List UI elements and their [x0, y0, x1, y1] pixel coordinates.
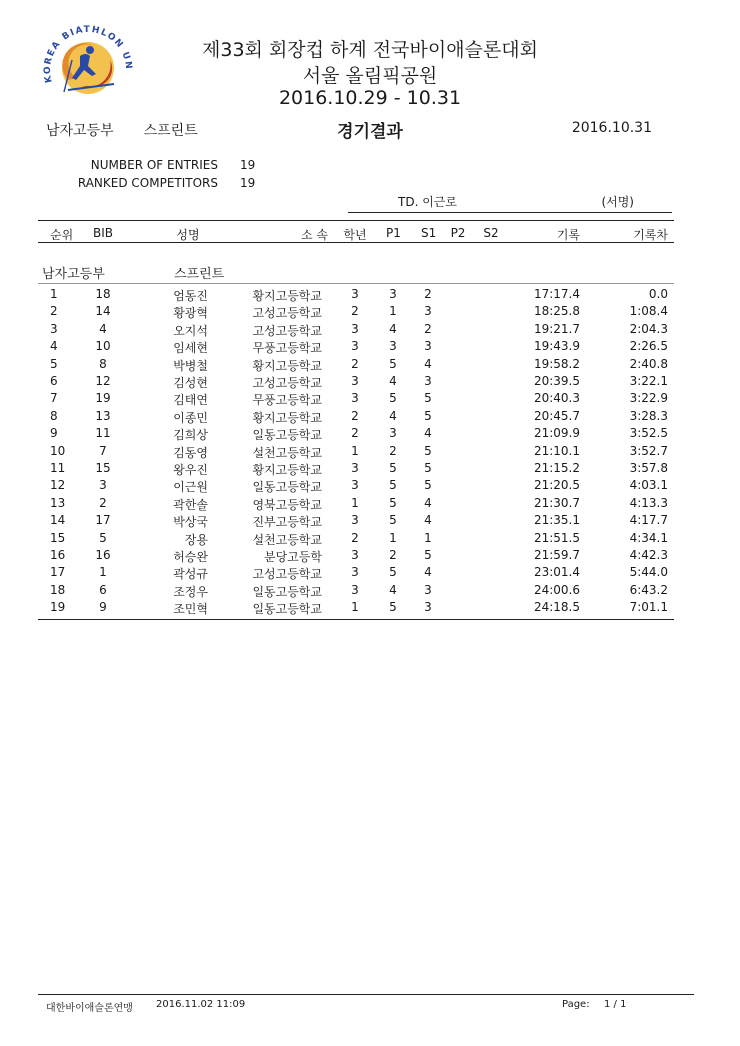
row-diff: 4:17.7 — [629, 513, 668, 528]
row-name: 박상국 — [173, 515, 208, 530]
row-team: 분당고등학 — [264, 550, 322, 564]
row-p1: 5 — [389, 356, 397, 371]
row-bib: 10 — [95, 339, 111, 354]
row-name: 곽성규 — [173, 567, 208, 582]
row-rank: 11 — [50, 461, 66, 475]
section-rule — [38, 283, 674, 284]
row-diff: 4:03.1 — [629, 478, 668, 493]
row-bib: 12 — [95, 374, 111, 388]
row-name: 허승완 — [173, 550, 208, 564]
row-diff: 6:43.2 — [629, 582, 668, 597]
col-grade: 학년 — [343, 228, 367, 242]
row-s1: 3 — [424, 374, 432, 388]
row-grade: 2 — [351, 408, 359, 423]
row-rank: 4 — [50, 339, 58, 354]
table-row — [38, 304, 674, 321]
row-name: 박병철 — [173, 358, 208, 373]
row-s1: 5 — [424, 478, 432, 493]
table-row — [38, 374, 674, 391]
row-time: 21:59.7 — [533, 548, 580, 562]
table-row — [38, 339, 674, 356]
table-row — [38, 600, 674, 617]
technical-delegate: TD. 이근로 — [398, 195, 457, 209]
row-name: 곽한솔 — [173, 497, 208, 512]
row-bib: 17 — [95, 513, 111, 528]
col-diff: 기록차 — [633, 228, 668, 242]
header-top-rule — [38, 220, 674, 221]
row-team: 고성고등학교 — [252, 376, 322, 390]
row-p1: 2 — [389, 443, 397, 458]
header-bottom-rule — [38, 242, 674, 243]
row-grade: 3 — [351, 287, 359, 301]
row-name: 오지석 — [173, 323, 208, 338]
row-bib: 9 — [99, 600, 107, 615]
row-rank: 2 — [50, 304, 58, 319]
row-p1: 4 — [389, 582, 397, 597]
section-event: 스프린트 — [174, 267, 225, 282]
row-bib: 1 — [99, 565, 107, 580]
table-row — [38, 391, 674, 408]
col-team: 소 속 — [301, 228, 328, 242]
row-grade: 2 — [351, 304, 359, 319]
signature-label: (서명) — [601, 195, 634, 209]
row-team: 고성고등학교 — [252, 306, 322, 321]
row-p1: 2 — [389, 548, 397, 562]
row-s1: 5 — [424, 461, 432, 475]
row-bib: 4 — [99, 321, 107, 336]
ranked-value: 19 — [240, 176, 256, 190]
biathlon-union-emblem-icon — [38, 20, 138, 112]
table-row — [38, 565, 674, 582]
row-s1: 4 — [424, 513, 432, 528]
row-time: 21:35.1 — [533, 513, 580, 528]
col-rank: 순위 — [50, 228, 74, 242]
row-name: 김성현 — [173, 376, 208, 390]
row-grade: 3 — [351, 374, 359, 388]
table-row — [38, 548, 674, 565]
row-grade: 3 — [351, 565, 359, 580]
row-name: 엄동진 — [173, 289, 208, 303]
row-p1: 4 — [389, 408, 397, 423]
row-bib: 16 — [95, 548, 111, 562]
row-diff: 2:26.5 — [629, 339, 668, 354]
row-name: 조정우 — [173, 584, 208, 599]
row-time: 24:00.6 — [533, 582, 580, 597]
row-time: 21:09.9 — [533, 426, 580, 441]
row-p1: 5 — [389, 513, 397, 528]
row-p1: 5 — [389, 600, 397, 615]
row-team: 일동고등학교 — [252, 480, 322, 495]
row-bib: 2 — [99, 495, 107, 510]
row-bib: 15 — [95, 461, 111, 475]
row-grade: 2 — [351, 426, 359, 441]
row-rank: 15 — [50, 530, 66, 545]
row-p1: 3 — [389, 426, 397, 441]
row-s1: 4 — [424, 495, 432, 510]
row-rank: 14 — [50, 513, 66, 528]
col-bib: BIB — [92, 226, 113, 240]
row-s1: 4 — [424, 426, 432, 441]
row-team: 일동고등학교 — [252, 584, 322, 599]
row-p1: 5 — [389, 565, 397, 580]
footer-printed: 2016.11.02 11:09 — [156, 999, 246, 1010]
row-p1: 3 — [389, 339, 397, 354]
date-range-title: 2016.10.29 - 10.31 — [278, 87, 462, 109]
technical-delegate-line — [348, 192, 672, 213]
row-time: 19:21.7 — [533, 321, 580, 336]
row-bib: 5 — [99, 530, 107, 545]
row-team: 진부고등학교 — [252, 515, 322, 530]
row-grade: 1 — [351, 600, 359, 615]
row-bib: 11 — [95, 426, 111, 441]
entries-label: NUMBER OF ENTRIES — [90, 158, 218, 172]
row-diff: 0.0 — [648, 287, 668, 301]
table-row — [38, 426, 674, 443]
row-name: 왕우진 — [173, 463, 208, 477]
row-rank: 12 — [50, 478, 66, 493]
row-team: 일동고등학교 — [252, 428, 322, 443]
row-name: 조민혁 — [173, 602, 208, 617]
row-bib: 3 — [99, 478, 107, 493]
results-date: 2016.10.31 — [571, 120, 652, 136]
row-grade: 2 — [351, 356, 359, 371]
venue-title: 서울 올림픽공원 — [302, 65, 438, 87]
row-team: 황지고등학교 — [252, 463, 322, 477]
row-team: 설천고등학교 — [252, 445, 322, 460]
row-rank: 19 — [50, 600, 66, 615]
row-name: 김태연 — [173, 393, 208, 408]
row-team: 황지고등학교 — [252, 358, 322, 373]
row-time: 19:43.9 — [533, 339, 580, 354]
footer-rule — [38, 994, 694, 995]
table-row — [38, 461, 674, 478]
row-time: 21:30.7 — [533, 495, 580, 510]
table-row — [38, 444, 674, 461]
row-name: 황광혁 — [173, 306, 208, 321]
row-diff: 3:52.5 — [629, 426, 668, 441]
row-grade: 3 — [351, 513, 359, 528]
table-row — [38, 357, 674, 374]
row-time: 24:18.5 — [533, 600, 580, 615]
row-p1: 4 — [389, 321, 397, 336]
table-row — [38, 531, 674, 548]
row-p1: 1 — [389, 304, 397, 319]
row-team: 고성고등학교 — [252, 567, 322, 582]
svg-text:KOREA BIATHLON UNION: KOREA BIATHLON UN — [43, 24, 134, 84]
row-rank: 9 — [50, 426, 58, 441]
row-s1: 2 — [424, 321, 432, 336]
row-rank: 13 — [50, 495, 66, 510]
row-time: 17:17.4 — [533, 287, 580, 301]
row-diff: 4:34.1 — [629, 530, 668, 545]
row-bib: 19 — [95, 391, 111, 406]
row-team: 고성고등학교 — [252, 323, 322, 338]
row-time: 20:45.7 — [533, 408, 580, 423]
col-p2: P2 — [450, 226, 466, 240]
row-time: 21:15.2 — [533, 461, 580, 475]
results-table-header — [38, 226, 674, 242]
col-time: 기록 — [556, 228, 580, 242]
federation-logo — [38, 20, 138, 112]
row-p1: 1 — [389, 530, 397, 545]
table-row — [38, 478, 674, 495]
row-s1: 3 — [424, 304, 432, 319]
row-s1: 2 — [424, 287, 432, 301]
row-team: 황지고등학교 — [252, 289, 322, 303]
row-bib: 14 — [95, 304, 111, 319]
row-rank: 5 — [50, 356, 58, 371]
row-diff: 4:42.3 — [629, 548, 668, 562]
row-name: 김희상 — [173, 428, 208, 443]
table-row — [38, 583, 674, 600]
row-rank: 10 — [50, 443, 66, 458]
row-bib: 8 — [99, 356, 107, 371]
row-grade: 3 — [351, 478, 359, 493]
entries-value: 19 — [240, 158, 256, 172]
row-time: 20:40.3 — [533, 391, 580, 406]
row-diff: 3:22.9 — [629, 391, 668, 406]
row-team: 설천고등학교 — [252, 532, 322, 547]
row-diff: 1:08.4 — [629, 304, 668, 319]
table-row — [38, 513, 674, 530]
row-grade: 3 — [351, 339, 359, 354]
row-s1: 3 — [424, 582, 432, 597]
col-name: 성명 — [176, 228, 200, 242]
row-time: 23:01.4 — [533, 565, 580, 580]
row-grade: 2 — [351, 530, 359, 545]
row-grade: 3 — [351, 582, 359, 597]
col-s2: S2 — [483, 226, 499, 240]
row-diff: 4:13.3 — [629, 495, 668, 510]
row-team: 황지고등학교 — [252, 410, 322, 425]
row-grade: 3 — [351, 461, 359, 475]
row-diff: 3:57.8 — [629, 461, 668, 475]
row-bib: 13 — [95, 408, 111, 423]
row-time: 21:10.1 — [533, 443, 580, 458]
table-row — [38, 409, 674, 426]
row-team: 일동고등학교 — [252, 602, 322, 617]
row-rank: 18 — [50, 582, 66, 597]
ranked-label: RANKED COMPETITORS — [77, 176, 218, 190]
row-name: 임세현 — [173, 341, 208, 356]
row-s1: 5 — [424, 548, 432, 562]
row-grade: 3 — [351, 548, 359, 562]
row-diff: 7:01.1 — [629, 600, 668, 615]
category-label: 남자고등부 — [46, 123, 114, 139]
row-p1: 5 — [389, 495, 397, 510]
row-rank: 7 — [50, 391, 58, 406]
col-p1: P1 — [386, 226, 401, 240]
row-time: 18:25.8 — [533, 304, 580, 319]
row-grade: 3 — [351, 321, 359, 336]
row-rank: 16 — [50, 548, 66, 562]
row-time: 21:51.5 — [533, 530, 580, 545]
row-team: 영북고등학교 — [252, 497, 322, 512]
row-s1: 1 — [424, 530, 432, 545]
row-diff: 3:22.1 — [629, 374, 668, 388]
row-s1: 5 — [424, 391, 432, 406]
results-heading: 경기결과 — [337, 122, 403, 142]
row-rank: 17 — [50, 565, 66, 580]
row-grade: 3 — [351, 391, 359, 406]
col-s1: S1 — [421, 226, 437, 240]
section-category: 남자고등부 — [42, 267, 105, 282]
row-p1: 5 — [389, 461, 397, 475]
row-name: 이종민 — [173, 410, 208, 425]
event-label: 스프린트 — [143, 123, 198, 139]
row-diff: 2:04.3 — [629, 321, 668, 336]
row-time: 19:58.2 — [533, 356, 580, 371]
row-bib: 7 — [99, 443, 107, 458]
row-team: 무풍고등학교 — [252, 393, 322, 408]
row-p1: 3 — [389, 287, 397, 301]
tournament-title: 제33회 회장컵 하계 전국바이애슬론대회 — [202, 39, 538, 61]
row-s1: 4 — [424, 356, 432, 371]
row-diff: 5:44.0 — [629, 565, 668, 580]
row-rank: 6 — [50, 374, 58, 388]
row-bib: 6 — [99, 582, 107, 597]
row-diff: 3:28.3 — [629, 408, 668, 423]
row-s1: 5 — [424, 408, 432, 423]
row-name: 김동영 — [173, 445, 208, 460]
footer-org: 대한바이애슬론연맹 — [46, 1003, 133, 1014]
row-team: 무풍고등학교 — [252, 341, 322, 356]
row-s1: 5 — [424, 443, 432, 458]
row-rank: 8 — [50, 408, 58, 423]
row-s1: 4 — [424, 565, 432, 580]
row-p1: 5 — [389, 391, 397, 406]
row-name: 장용 — [184, 532, 208, 547]
row-time: 20:39.5 — [533, 374, 580, 388]
footer-page-value: 1 / 1 — [604, 999, 627, 1010]
event-heading — [46, 120, 198, 140]
table-row — [38, 496, 674, 513]
row-grade: 1 — [351, 495, 359, 510]
row-s1: 3 — [424, 600, 432, 615]
row-bib: 18 — [95, 287, 111, 301]
row-diff: 3:52.7 — [629, 443, 668, 458]
footer-page-label: Page: — [562, 999, 590, 1010]
row-time: 21:20.5 — [533, 478, 580, 493]
row-p1: 5 — [389, 478, 397, 493]
table-row — [38, 322, 674, 339]
row-rank: 1 — [50, 287, 58, 301]
row-grade: 1 — [351, 443, 359, 458]
row-name: 이근원 — [173, 480, 208, 495]
row-p1: 4 — [389, 374, 397, 388]
row-diff: 2:40.8 — [629, 356, 668, 371]
row-s1: 3 — [424, 339, 432, 354]
row-rank: 3 — [50, 321, 58, 336]
table-row — [38, 287, 674, 304]
table-bottom-rule — [38, 619, 674, 620]
